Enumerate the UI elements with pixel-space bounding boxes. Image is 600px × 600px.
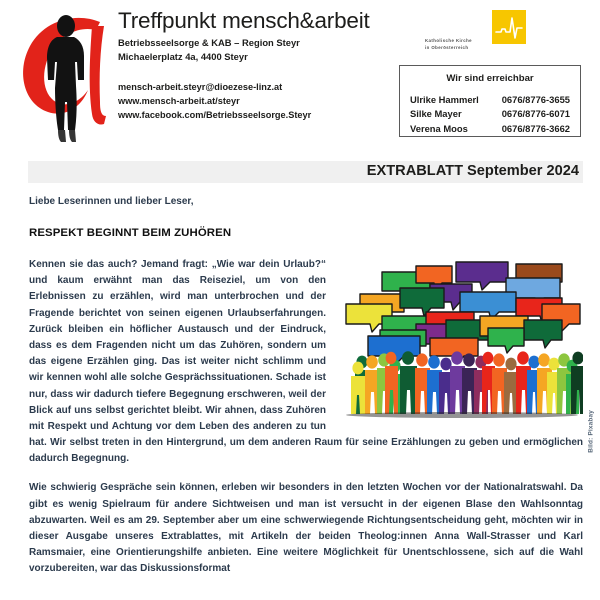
- contact-row: [410, 122, 570, 136]
- facebook-link[interactable]: www.facebook.com/Betriebsseelsorge.Steyr: [118, 109, 312, 120]
- section-heading: RESPEKT BEGINNT BEIM ZUHÖREN: [29, 227, 232, 239]
- document-header: [0, 0, 600, 150]
- org-title: Treffpunkt mensch&arbeit: [118, 8, 370, 33]
- contact-row: [410, 107, 570, 121]
- church-caption-line-2: in Oberösterreich: [425, 44, 469, 50]
- image-credit: Bild: Pixabay: [588, 410, 595, 453]
- org-contact-links: [118, 81, 311, 123]
- paragraph-2: Wie schwierig Gespräche sein können, erleben wir besonders in den letzten Wochen vor der Nationalratswahl. Da gibt es wenig Spielraum für andere Sichtweisen und man ist versucht in der eigenen Blase den Wahlsonntag abzuwarten. Weil es am 29. September aber um eine schwerwiegende Richtungsentscheidung geht, möchten wir in dieser Ausgabe unseres Extrablattes, mit Artikeln der beiden Theolog:innen Anna Wall-Strasser und Karl Ramsmaier, eine Orientierungshilfe anbieten. Eine weitere Möglichkeit für Unentschlossene, sich auf die Wahl vorzubereiten, war das Diskussionsformat: [29, 482, 583, 575]
- contact-row: [410, 93, 570, 107]
- salutation: Liebe Leserinnen und lieber Leser,: [29, 196, 194, 207]
- issue-band: [28, 161, 583, 183]
- contact-box: [399, 65, 581, 137]
- contact-box-title: Wir sind erreichbar: [446, 73, 534, 84]
- contact-number: 0676/8776-3662: [501, 122, 570, 134]
- org-subtitle-2: Michaelerplatz 4a, 4400 Steyr: [118, 51, 248, 63]
- contact-number: 0676/8776-6071: [501, 108, 570, 120]
- document-body: [29, 196, 595, 591]
- organization-block: [118, 8, 408, 64]
- website-link[interactable]: www.mensch-arbeit.at/steyr: [118, 95, 240, 106]
- treffpunkt-logo: [14, 6, 118, 146]
- illustration-speech-bubbles-crowd: [338, 258, 595, 453]
- issue-label: EXTRABLATT September 2024: [366, 163, 579, 179]
- heartbeat-icon: [492, 10, 526, 44]
- contact-name: Silke Mayer: [410, 108, 462, 120]
- contact-name: Verena Moos: [410, 122, 468, 134]
- contact-number: 0676/8776-3655: [501, 94, 570, 105]
- paragraph-1: Kennen sie das auch? Jemand fragt: „Wie war dein Urlaub?“ und kaum erwähnt man das Reiseziel, um von den Erlebnissen zu erzählen, wird man unterbrochen und der Fragende berichtet von seinen eigenen Urlaubserfahrungen. Zurück bleiben ein höflicher Austausch und der Eindruck, dass es dem Fragenden nicht um das Zuhören, sondern um das eigene Erzählen ging. Das ist weiter nicht schlimm und wir kennen wohl alle solche Gesprächssituationen. Schade ist nur, dass wir dadurch tiefere Begegnung erschweren, weil der Blick auf uns selbst gerichtet bleibt. Wir ahnen, dass Zuhören mit Respekt und Achtung vor dem Leben des anderen zu tun hat. Wir selbst treten in den Hintergrund, um dem anderen Raum für seine Erzählungen zu geben und ermöglichen dadurch Begegnung.: [29, 259, 583, 465]
- church-logo: [424, 10, 584, 62]
- church-caption: [425, 38, 472, 51]
- church-caption-line-1: Katholische Kirche: [425, 38, 473, 43]
- org-subtitle-1: Betriebsseelsorge & KAB – Region Steyr: [118, 37, 300, 49]
- email-link[interactable]: mensch-arbeit.steyr@dioezese-linz.at: [118, 82, 283, 92]
- contact-list: [400, 93, 580, 136]
- contact-name: Ulrike Hammerl: [410, 94, 479, 105]
